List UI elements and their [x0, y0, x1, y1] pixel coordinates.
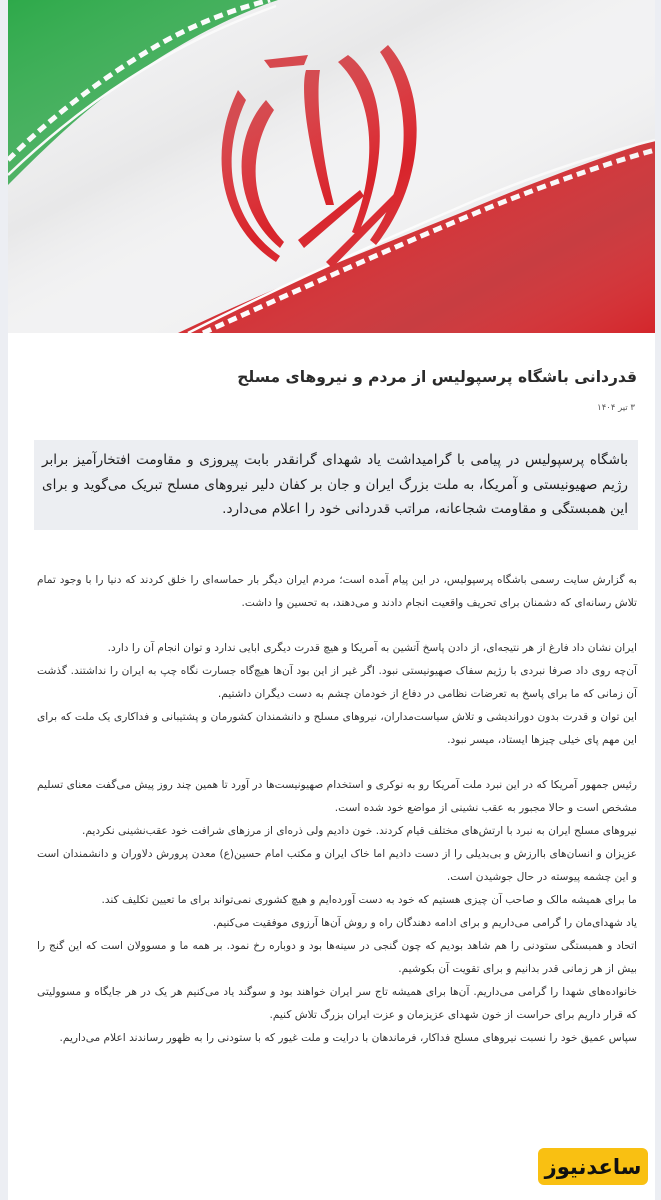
paragraph: به گزارش سایت رسمی باشگاه پرسپولیس، در این پیام آمده است؛ مردم ایران دیگر بار حماسه‌ای را خلق کردند که دنیا را با وجود تمام تلاش رسانه‌ای که دشمنان برای تحریف واقعیت انجام دادند و می‌دهند، به تحسین وا داشت.	[37, 574, 637, 609]
paragraph: این توان و قدرت بدون دوراندیشی و تلاش سیاست‌مداران، نیروهای مسلح و دانشمندان کشورمان و پشتیبانی و فداکاری یک ملت که برای این مهم پای خیلی چیزها ایستاد، میسر نبود.	[37, 711, 637, 746]
paragraph: ما برای همیشه مالک و صاحب آن چیزی هستیم که خود به دست آورده‌ایم و هیچ کشوری نمی‌تواند برای ما تعیین تکلیف کند.	[101, 894, 637, 906]
saednews-watermark-logo	[538, 1148, 648, 1185]
paragraph: اتحاد و همبستگی ستودنی را هم شاهد بودیم که چون گنجی در سینه‌ها بود و دوباره رخ نمود. بر همه ما و مسوولان است که این گنج را بیش از هر زمانی قدر بدانیم و برای تقویت آن بکوشیم.	[37, 940, 637, 975]
hero-image-iran-flag	[8, 0, 655, 333]
article-body	[37, 569, 637, 1050]
paragraph: عزیزان و انسان‌های باارزش و بی‌بدیلی را از دست دادیم اما خاک ایران و مکتب امام حسین(ع) معدن پرورش دلاوران و دانشمندان است و این چشمه پیوسته در حال جوشیدن است.	[37, 848, 637, 883]
article-title: قدردانی باشگاه پرسپولیس از مردم و نیروهای مسلح	[237, 368, 637, 386]
paragraph: سپاس عمیق خود را نسبت نیروهای مسلح فداکار، فرماندهان با درایت و ملت غیور که با ستودنی را به ظهور رساندند اعلام می‌داریم.	[59, 1032, 637, 1044]
paragraph: ایران نشان داد فارغ از هر نتیجه‌ای، از دادن پاسخ آتشین به آمریکا و هیچ قدرت دیگری ابایی ندارد و توان انجام آن را دارد.	[107, 642, 637, 654]
paragraph: رئیس جمهور آمریکا که در این نبرد ملت آمریکا رو به نوکری و استخدام صهیونیست‌ها در آورد تا همین چند روز پیش می‌گفت معنای تسلیم مشخص است و حالا مجبور به عقب نشینی از مواضع خود شده است.	[37, 779, 637, 814]
iran-flag-icon	[8, 0, 655, 333]
watermark-text: ساعدنیوز	[544, 1154, 642, 1179]
paragraph: خانواده‌های شهدا را گرامی می‌داریم. آن‌ها برای همیشه تاج سر ایران خواهند بود و سوگند یاد می‌کنیم هر یک در هر جایگاه و مسوولیتی که قرار داریم برای حراست از خون شهدای عزیزمان و عزت ایران بزرگ تلاش کنیم.	[37, 986, 637, 1021]
paragraph: یاد شهدای‌مان را گرامی می‌داریم و برای ادامه دهندگان راه و روش آن‌ها آرزوی موفقیت می‌کنیم.	[212, 917, 637, 929]
paragraph: نیروهای مسلح ایران به نبرد با ارتش‌های مختلف قیام کردند. خون دادیم ولی ذره‌ای از مرزهای شرافت خود عقب‌نشینی نکردیم.	[81, 825, 637, 837]
article-lead: باشگاه پرسپولیس در پیامی با گرامیداشت یاد شهدای گرانقدر بابت پیروزی و مقاومت افتخارآمیز برابر رژیم صهیونیستی و آمریکا، به ملت بزرگ ایران و جان بر کفان دلیر نیروهای مسلح تبریک می‌گوید و برای این همبستگی و مقاومت شجاعانه، مراتب قدردانی خود را اعلام می‌دارد.	[34, 440, 638, 530]
article-date: ۳ تیر ۱۴۰۴	[597, 403, 635, 413]
page-frame	[8, 0, 655, 1200]
paragraph: آن‌چه روی داد صرفا نبردی با رژیم سفاک صهیونیستی نبود. اگر غیر از این بود آن‌ها هیچ‌گاه جسارت نگاه چپ به ایران را نداشتند. گذشت آن زمانی که ما برای پاسخ به تعرضات نظامی در دفاع از خودمان چشم به دست دیگران داشتیم.	[37, 665, 637, 700]
